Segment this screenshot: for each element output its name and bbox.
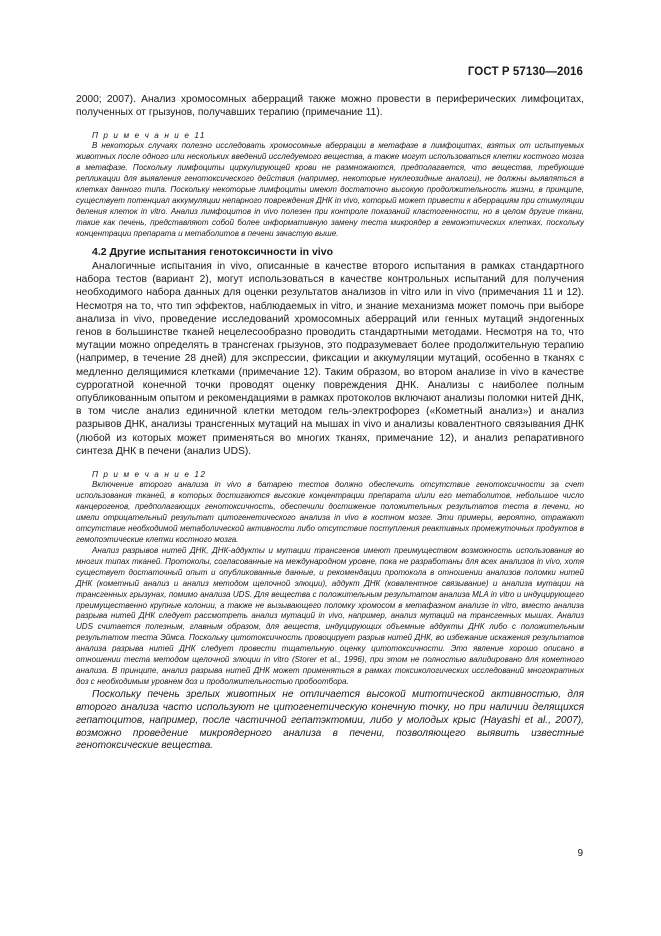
note-12-paragraph-2: Анализ разрывов нитей ДНК, ДНК-аддукты и мутации трансгенов имеют преимуществом возможность использования во многих типах тканей. Протоколы, согласованные на международном уровне, пока не разработаны для всех анализов in vivo, хотя существует достаточный опыт и опубликованные данные, и рекомендации протокола в отношении анализов поломки нитей ДНК (кометный анализ и анализ методом щелочной элюции), аддукт ДНК (ковалентное связывание) и анализа мутации на трансгенных грызунах, помимо анализа UDS. Для вещества с положительным результатом анализа MLA in vitro и индуцирующего преимущественно крупные колонии, а также не вызывающего поломку хромосом в метафазном анализе in vitro, вместо анализа разрыва нитей ДНК следует рассмотреть анализ мутаций in vivo, например, анализ мутаций на трансгенных мышах. Анализ UDS считается полезным, главным образом, для веществ, индуцирующих объемные аддукты ДНК либо с положительным результатом теста Эймса. Поскольку цитотоксичность провоцирует разрыв нитей ДНК, во избежание искажения результатов анализа разрыва нитей ДНК следует провести тщательную оценку цитотоксичности. Это явление хорошо описано в отношении теста методом щелочной элюции in vitro (Storer et al., 1996), при этом не полностью валидировано для кометного анализа. В принципе, анализ разрыва нитей ДНК может применяться в рамках токсикологических исследований многократных доз с необходимым уровнем доз и продолжительностью пробоотбора. (76, 545, 584, 687)
intro-paragraph: 2000; 2007). Анализ хромосомных аберраций также можно провести в периферических лимфоцитах, полученных от грызунов, получавших терапию (примечание 11). (76, 94, 584, 119)
note-12-paragraph-1: Включение второго анализа in vivo в батарею тестов должно обеспечить отсутствие генотоксичности за счет использования тканей, в которых достигаются высокие концентрации препарата и/или его метаболитов, небольшое число канцерогенов, предполагающих генотоксичность, обеспечили достижение положительных результатов теста в печени, но имели отрицательный результат цитогенетического анализа in vivo в костном мозге. Эти примеры, вероятно, отражают отсутствие необходимой метаболической активности либо отсутствие поступления реактивных промежуточных продуктов в гемопоэтические клетки костного мозга. (76, 480, 584, 544)
closing-paragraph: Поскольку печень зрелых животных не отличается высокой митотической активностью, для второго анализа часто используют не цитогенетическую конечную точку, но при наличии делящихся гепатоцитов, например, после частичной гепатэктомии, либо у молодых крыс (Hayashi et al., 2007), возможно проведение микроядерного анализа в печени, позволяющего выявить известные генотоксические вещества. (76, 689, 584, 752)
note-11-title: П р и м е ч а н и е 11 (92, 131, 207, 141)
page-number: 9 (577, 848, 583, 859)
section-heading: 4.2 Другие испытания генотоксичности in vivo (92, 245, 333, 258)
document-code-header: ГОСТ Р 57130—2016 (467, 66, 583, 78)
note-11-text: В некоторых случаях полезно исследовать хромосомные аберрации в метафазе в лимфоцитах, взятых от испытуемых животных после одного или нескольких введений исследуемого вещества, а также могут использоваться клетки костного мозга в метафазе. Поскольку лимфоциты циркулирующей крови не размножаются, предполагается, что вещества, требующие репликации для выявления генотоксического действия (например, некоторые нуклеозидные аналоги), не должны выявляться в клетках данного типа. Поскольку некоторые лимфоциты имеют достаточно высокую продолжительность жизни, в принципе, существует потенциал аккумуляции непарного повреждения ДНК in vivo, который может привести к аберрациям при стимуляции деления клеток in vitro. Анализ лимфоцитов in vivo полезен при контроле показаний кластогенности, но в целом другие ткани, такие как печень, представляют собой более информативную замену теста микроядер в геможэтических клетках, поскольку концентрации препарата и метаболитов в печени зачастую выше. (76, 141, 584, 239)
main-paragraph: Аналогичные испытания in vivo, описанные в качестве второго испытания в рамках стандартного набора тестов (вариант 2), могут использоваться в качестве контрольных испытаний для получения необходимого набора данных для оценки результатов анализов in vitro или in vivo (примечания 11 и 12). Несмотря на то, что тип эффектов, наблюдаемых in vitro, и знание механизма может помочь при выборе анализа in vivo, проведение исследований хромосомных аберраций или генных мутаций эндогенных генов в большинстве тканей нецелесообразно проводить стандартными методами. Несмотря на то, что мутации можно определять в трансгенах грызунов, это подразумевает более продолжительную терапию (например, в течение 28 дней) для экспрессии, фиксации и аккумуляции мутаций, особенно в тканях с медленно делящимися клетками (примечание 12). Таким образом, во втором анализе in vivo в качестве суррогатной конечной точки проводят оценку повреждения ДНК. Анализы с наиболее полным опубликованным опытом и рекомендациями в рамках протоколов включают анализы поломки нитей ДНК, в том числе анализ единичной клетки методом гель-электрофорез («Кометный анализ») и анализ разрывов ДНК, анализы трансгенных мутаций на мышах in vivo и анализы ковалентного связывания ДНК (любой из которых может применяться во многих тканях, примечание 12), и анализ репаративного синтеза ДНК в печени (анализ UDS). (76, 260, 584, 457)
page-content (76, 93, 584, 753)
note-12-title: П р и м е ч а н и е 12 (92, 470, 207, 480)
